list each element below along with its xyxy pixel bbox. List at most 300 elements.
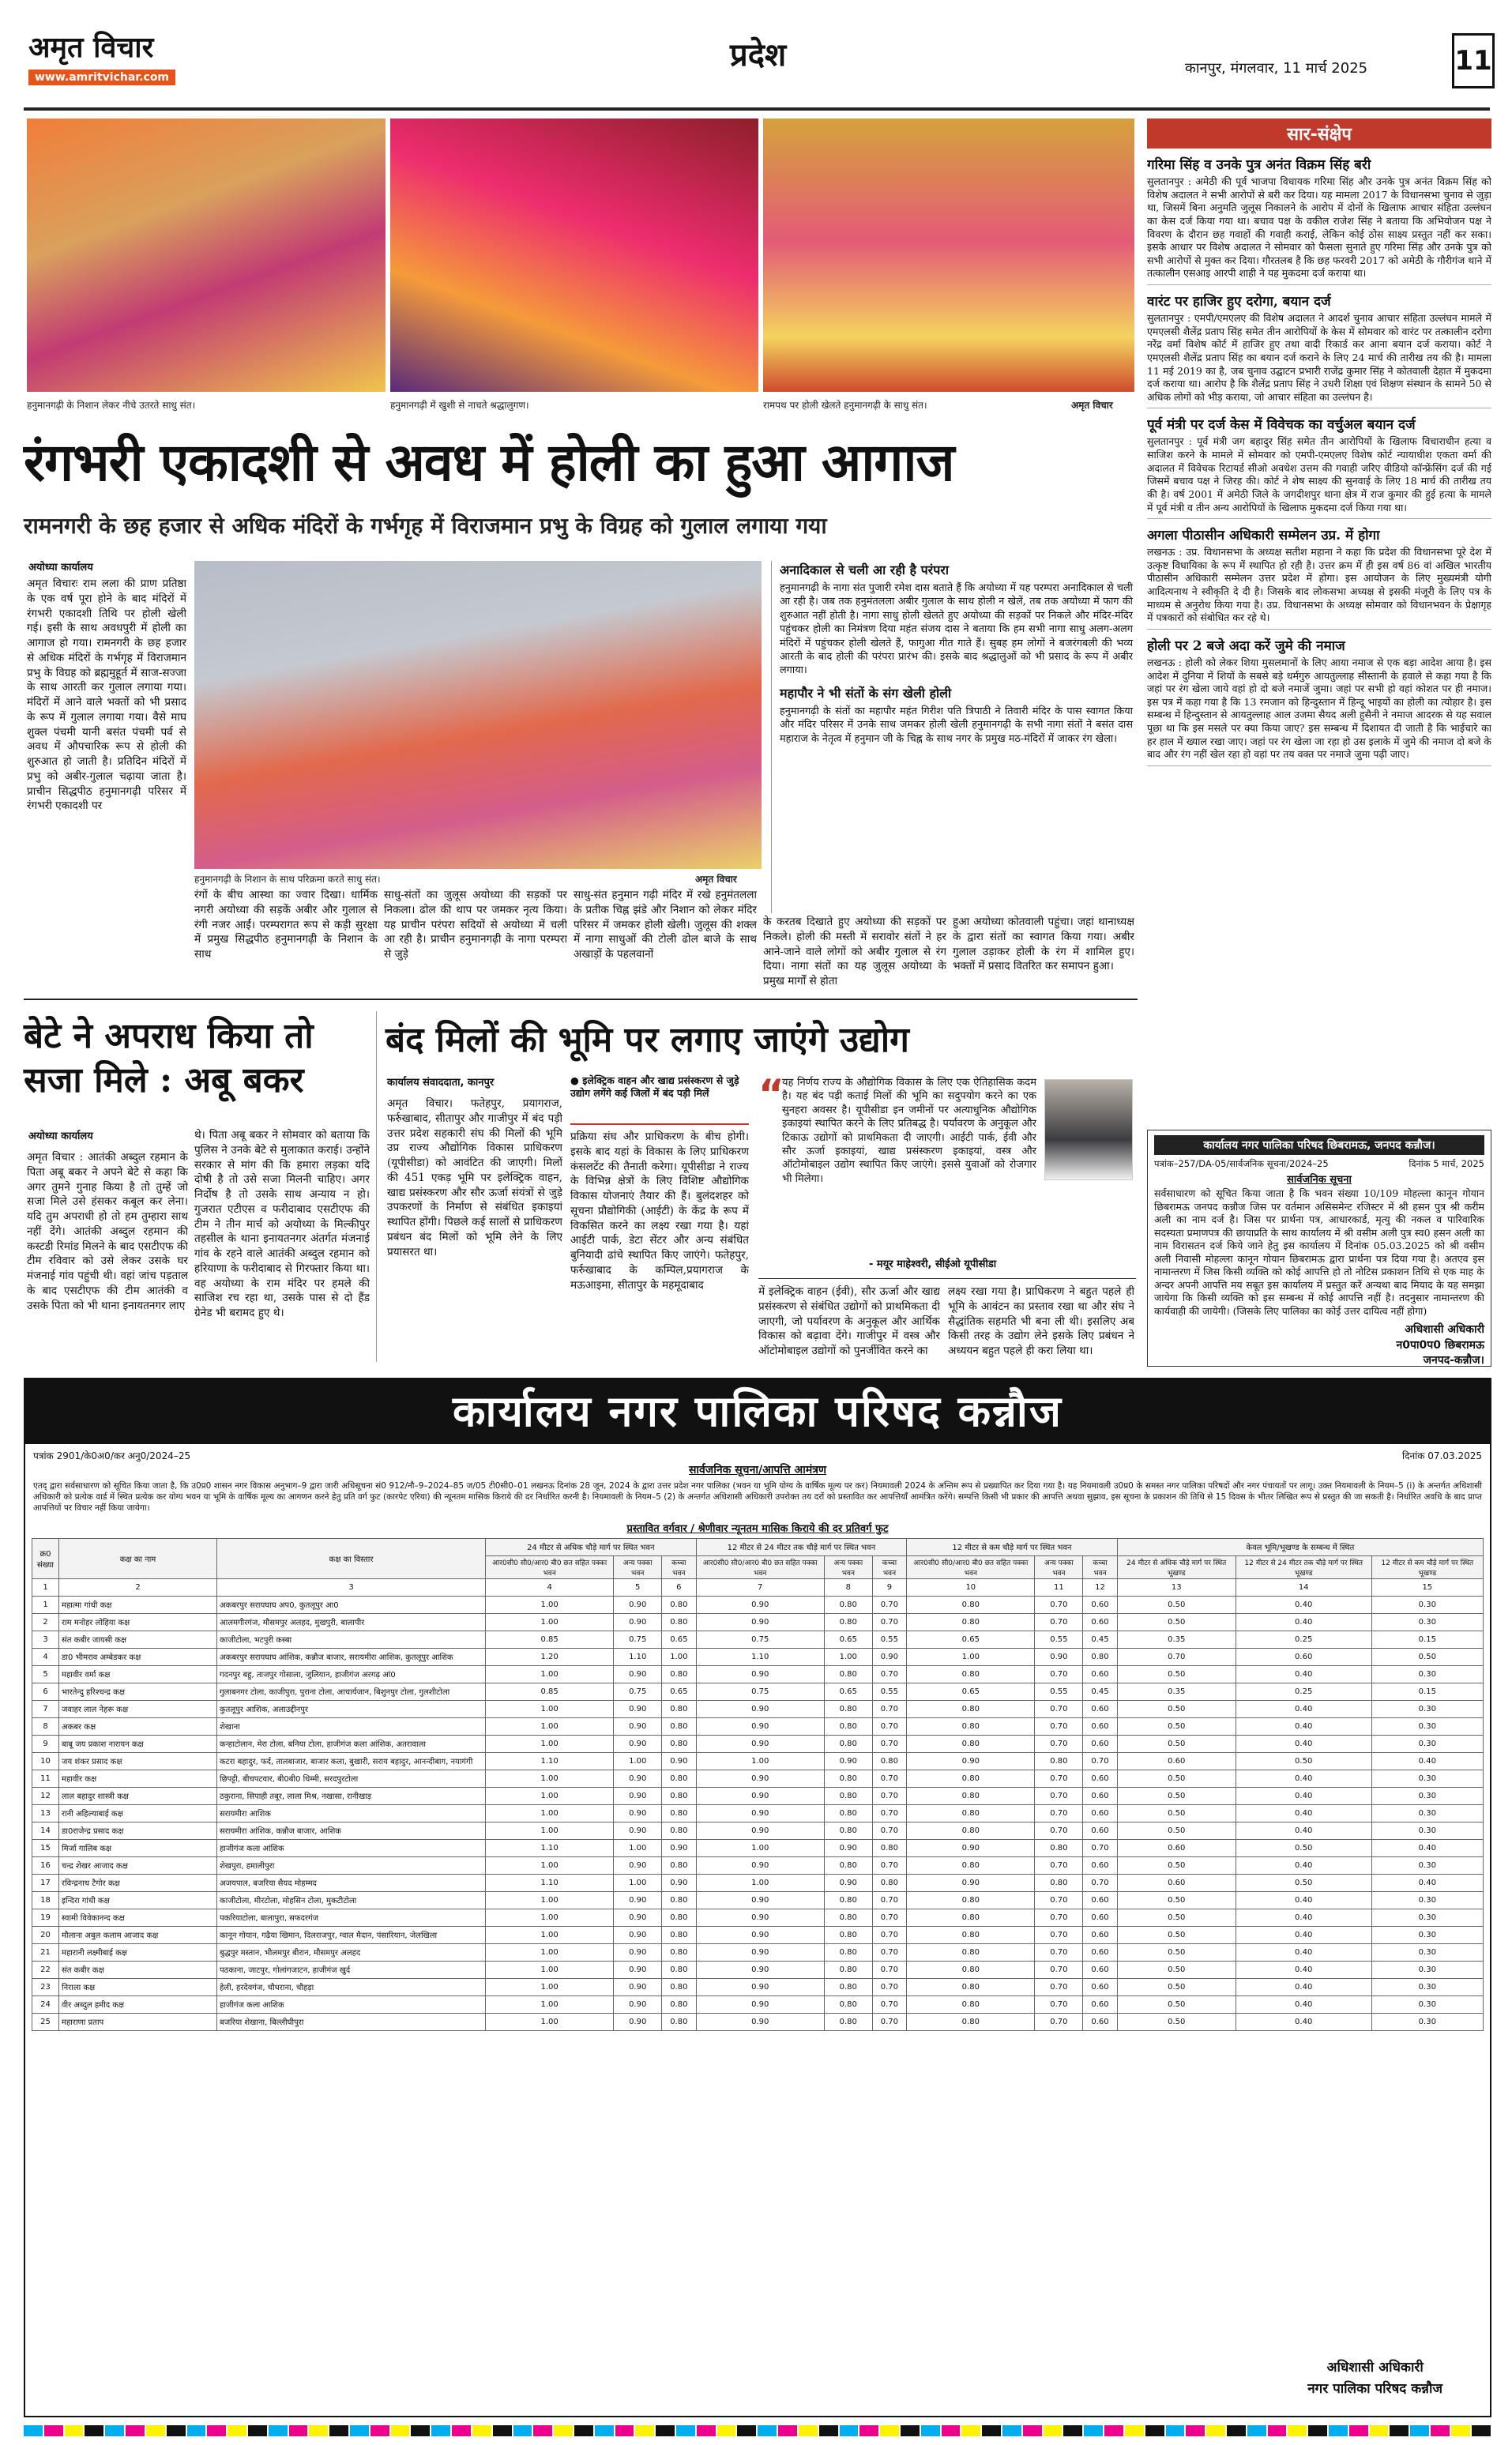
photo-caption: रामपथ पर होली खेलते हनुमानगढ़ी के साधु संत। <box>763 400 927 411</box>
table-cell: 0.90 <box>614 1770 662 1787</box>
table-cell: 0.90 <box>696 1909 824 1926</box>
color-swatch <box>799 2425 818 2436</box>
table-cell: 0.50 <box>1236 1874 1371 1891</box>
table-cell: 17 <box>32 1874 59 1891</box>
table-cell: 0.90 <box>696 1978 824 1995</box>
story-headline: बेटे ने अपराध किया तो सजा मिले : अबू बकर <box>24 1016 314 1101</box>
table-cell: 0.90 <box>614 1596 662 1613</box>
table-cell: 0.65 <box>662 1683 697 1700</box>
table-cell: 19 <box>32 1909 59 1926</box>
table-cell: अजयपाल, बजरिया सैयद मोहम्मद <box>217 1874 486 1891</box>
photo-credit: अमृत विचार <box>695 874 737 885</box>
table-cell: 0.50 <box>1371 1648 1483 1665</box>
color-swatch <box>472 2425 491 2436</box>
table-cell: 0.70 <box>1117 1648 1236 1665</box>
table-cell: गदनपुर बहु, ताजपुर गोसाला, जुलियान, हाजीगंज अरगढ़ आं0 <box>217 1665 486 1683</box>
table-cell: 0.80 <box>662 2013 697 2030</box>
table-cell: कानून गोयान, गढैया खिमान, दिलराजपुर, ग्वाल मैदान, पंसारियान, जेलखिला <box>217 1926 486 1943</box>
table-cell: 0.90 <box>614 1804 662 1822</box>
photo-sadhus-descending <box>27 118 386 392</box>
table-cell: 0.30 <box>1371 1822 1483 1839</box>
notice-sign-line: अधिशासी अधिकारी <box>1326 2359 1424 2375</box>
table-cell: 0.30 <box>1371 2013 1483 2030</box>
table-cell: 0.85 <box>486 1683 614 1700</box>
table-cell: 0.80 <box>907 1700 1035 1717</box>
table-cell: 0.80 <box>662 1787 697 1804</box>
notice-signature <box>1307 2357 1442 2400</box>
divider <box>758 1278 1136 1279</box>
table-cell: 0.70 <box>1035 1943 1083 1961</box>
table-row <box>32 1752 1484 1770</box>
story-body: लक्ष्य रखा गया है। प्राधिकरण ने बहुत पहले ही भूमि के आवंटन का प्रस्ताव रखा था और संघ ने सैद्धांतिक सहमति भी बना ली थी। इसलिए अब किसी तरह के उद्योग लेने इसके लिए प्रबंधन ने अध्ययन बहुत पहले ही करा लिया था। <box>948 1285 1134 1357</box>
table-row <box>32 1891 1484 1909</box>
color-swatch <box>1206 2425 1225 2436</box>
table-cell: 0.80 <box>824 1822 872 1839</box>
table-cell: 0.80 <box>662 1717 697 1735</box>
section-title: प्रदेश <box>730 37 787 73</box>
table-cell: हेली, हरदेवगंज, चौधराना, चौहड़ा <box>217 1978 486 1995</box>
table-cell: 1 <box>32 1596 59 1613</box>
table-cell: 0.90 <box>824 1874 872 1891</box>
color-swatch <box>656 2425 675 2436</box>
photo-devotees-dancing <box>390 118 758 392</box>
table-cell: 0.60 <box>1083 1909 1118 1926</box>
table-cell: 0.45 <box>1083 1683 1118 1700</box>
table-cell: 0.90 <box>696 1613 824 1631</box>
table-cell: 0.90 <box>614 1909 662 1926</box>
table-cell: 0.30 <box>1371 1787 1483 1804</box>
table-cell: 0.80 <box>662 1822 697 1839</box>
table-cell: 0.60 <box>1083 1891 1118 1909</box>
table-cell: 0.80 <box>872 1839 907 1856</box>
table-cell: हाजीगंज कला आशिक <box>217 1995 486 2013</box>
color-swatch <box>85 2425 103 2436</box>
col-number: 12 <box>1083 1578 1118 1596</box>
table-cell: 0.90 <box>696 1804 824 1822</box>
photo-caption: हनुमानगढ़ी के निशान लेकर नीचे उतरते साधु संत। <box>27 400 196 411</box>
notice-banner: कार्यालय नगर पालिका परिषद कन्नौज <box>25 1379 1490 1444</box>
table-cell: शेखपुरा, हमालीपुरा <box>217 1856 486 1874</box>
notice-sign-line: नगर पालिका परिषद कन्नौज <box>1307 2380 1442 2397</box>
table-cell: 16 <box>32 1856 59 1874</box>
table-cell: 0.50 <box>1117 1926 1236 1943</box>
color-swatch <box>1023 2425 1042 2436</box>
table-cell: 0.70 <box>872 1891 907 1909</box>
website: www.amritvichar.com <box>28 70 175 85</box>
brief-text: सुलतानपुर : पूर्व मंत्री जग बहादुर सिंह समेत तीन आरोपियों के खिलाफ विचाराधीन हत्या व साजिश करने के मामले में सोमवार को एमपी-एमएलए विशेष कोर्ट न्यायाधीश एकता वर्मा की अदालत में विवेचक रिटायर्ड सीओ अवधेश उत्तम की गवाही जरिए वीडियो कॉन्फ्रेंसिंग दर्ज की गई जिसमें बचाव पक्ष ने जिरह की। कोर्ट ने शेष साक्ष्य की सुनवाई के लिए 18 मार्च की तारीख तय की है। वर्ष 2001 में अमेठी जिले के जगदीशपुर थाना क्षेत्र में राज कुमार की हुई हत्या के मामले में पूर्व मंत्री व तीन अन्य आरोपियों के खिलाफ मुकदमा दर्ज किया गया था। <box>1147 435 1491 519</box>
photo-caption: हनुमानगढ़ी में खुशी से नाचते श्रद्धालुगण। <box>390 400 529 411</box>
table-cell: 22 <box>32 1961 59 1978</box>
table-cell: 0.80 <box>824 2013 872 2030</box>
table-cell: 0.70 <box>872 1665 907 1683</box>
table-cell: 0.90 <box>696 1961 824 1978</box>
table-cell: शेखाना <box>217 1717 486 1735</box>
notice-chhibramau <box>1147 1130 1491 1367</box>
table-cell: 0.65 <box>907 1683 1035 1700</box>
table-cell: 1.00 <box>696 1874 824 1891</box>
table-cell: 0.50 <box>1236 1839 1371 1856</box>
table-cell: 1.10 <box>614 1648 662 1665</box>
table-cell: 3 <box>32 1631 59 1648</box>
lead-subhead: रामनगरी के छह हजार से अधिक मंदिरों के गर्भगृह में विराजमान प्रभु के विग्रह को गुलाल लगाया गया <box>24 513 827 539</box>
table-cell: 0.40 <box>1236 1770 1371 1787</box>
table-cell: 0.60 <box>1083 1943 1118 1961</box>
notice-sign-line: न0पा0प0 छिबरामऊ <box>1396 1338 1484 1352</box>
table-cell: 0.90 <box>696 1787 824 1804</box>
table-cell: 0.90 <box>696 1856 824 1874</box>
table-cell: 0.60 <box>1083 1787 1118 1804</box>
table-cell: 0.80 <box>907 1596 1035 1613</box>
table-cell: 1.00 <box>486 1856 614 1874</box>
table-cell: 0.50 <box>1117 1822 1236 1839</box>
table-cell: 7 <box>32 1700 59 1717</box>
table-number-row <box>32 1578 1484 1596</box>
col-header: कच्चा भवन <box>662 1555 697 1578</box>
table-cell: 0.60 <box>1117 1839 1236 1856</box>
table-cell: निराला कक्ष <box>59 1978 217 1995</box>
table-row <box>32 1787 1484 1804</box>
table-cell: संत कबीर कक्ष <box>59 1961 217 1978</box>
col-number: 1 <box>32 1578 59 1596</box>
table-cell: 0.80 <box>824 1891 872 1909</box>
table-cell: 0.80 <box>824 1926 872 1943</box>
table-cell: 0.90 <box>614 1613 662 1631</box>
color-swatch <box>697 2425 716 2436</box>
col-header: कच्चा भवन <box>872 1555 907 1578</box>
table-cell: 0.60 <box>1083 1961 1118 1978</box>
table-cell: 0.80 <box>907 1856 1035 1874</box>
table-cell: 0.75 <box>696 1631 824 1648</box>
color-swatch <box>105 2425 124 2436</box>
color-swatch <box>269 2425 288 2436</box>
notice-refline <box>25 1444 1490 1462</box>
table-cell: 0.50 <box>1117 1770 1236 1787</box>
table-cell: 1.00 <box>486 1613 614 1631</box>
table-cell: 0.80 <box>662 1770 697 1787</box>
table-cell: 0.90 <box>696 1822 824 1839</box>
table-cell: 0.80 <box>907 1804 1035 1822</box>
table-cell: पठकाना, जाटपुर, गोलांगजाटन, हाजीगंज खुर्द <box>217 1961 486 1978</box>
table-cell: 0.90 <box>614 1926 662 1943</box>
table-cell: 0.80 <box>662 1804 697 1822</box>
table-cell: 0.50 <box>1117 1978 1236 1995</box>
color-swatch <box>859 2425 878 2436</box>
story-body: प्रक्रिया संघ और प्राधिकरण के बीच होगी। इसके बाद यहां के विकास के लिए प्राधिकरण कंसलटेंट की तैनाती करेगा। यूपीसीडा ने राज्य के विभिन्न क्षेत्रों के लिए विशिष्ट औद्योगिक विकास योजनाएं तैयार की हैं। बुलंदशहर को सूचना प्रौद्योगिकी (आईटी) के केंद्र के रूप में विकसित करने का लक्ष्य रखा गया है। यहां आईटी पार्क, डेटा सेंटर और अन्य संबंधित बुनियादी ढांचे स्थापित किए जाएंगे। फतेहपुर, फर्रुखाबाद के कम्पिल,प्रयागराज के मऊआइमा, सीतापुर के महमूदाबाद <box>570 1130 749 1292</box>
table-cell: 1.00 <box>486 1943 614 1961</box>
table-cell: 0.70 <box>872 1700 907 1717</box>
table-cell: 0.40 <box>1236 1700 1371 1717</box>
color-swatch <box>329 2425 348 2436</box>
color-swatch <box>1410 2425 1429 2436</box>
table-row <box>32 1665 1484 1683</box>
color-swatch <box>1308 2425 1327 2436</box>
col-header: 12 मीटर से कम चौड़े मार्ग पर स्थित भूखण्ड <box>1371 1555 1483 1578</box>
table-cell: 0.40 <box>1371 1752 1483 1770</box>
table-cell: 0.60 <box>1083 1700 1118 1717</box>
table-cell: 0.80 <box>662 1926 697 1943</box>
col-number: 9 <box>872 1578 907 1596</box>
table-cell: 1.00 <box>486 1770 614 1787</box>
table-cell: 12 <box>32 1787 59 1804</box>
color-swatch <box>146 2425 165 2436</box>
table-cell: 13 <box>32 1804 59 1822</box>
table-cell: 0.90 <box>696 1926 824 1943</box>
table-row <box>32 1683 1484 1700</box>
table-cell: 0.40 <box>1236 1926 1371 1943</box>
table-cell: 1.00 <box>486 1926 614 1943</box>
table-cell: 0.90 <box>614 1961 662 1978</box>
notice-office: कार्यालय नगर पालिका परिषद छिबरामऊ, जनपद कन्नौज। <box>1154 1135 1484 1155</box>
notice-intro: एतद् द्वारा सर्वसाधारण को सूचित किया जाता है, कि उ0प्र0 शासन नगर विकास अनुभाग–9 द्वारा जारी अधिसूचना सं0 912/नौ–9–2024–85 ज/05 टी0सी0–01 लखनऊ दिनांक 28 जून, 2024 के द्वारा उत्तर प्रदेश नगर पालिका (भवन या भूमि योग्य के वार्षिक मूल्य पर कर) नियमावली 2024 के अन्तिम रूप से प्रख्यापित कर दिया गया है। यह नियमावली उ0प्र0 के समस्त नगर पालिका परिषदों और नगर पंचायतों पर लागू। उक्त नियमावली के नियम–5 (i) के अन्तर्गत अधिशासी अधिकारी को प्रत्येक वार्ड में स्थित प्रत्येक कर योग्य भवन या भूमि के वार्षिक मूल्य का आगणन करने हेतु प्रति वर्ग फुट (कारपेट एरिया) की न्यूनतम मासिक किराये की दर निर्धारित करनी है। नियमावली के नियम–5 (2) के अन्तर्गत अधिशासी अधिकारी उपरोक्त तय दरों को प्रस्तावित कर आपत्तियाँ आमंत्रित करेंगे। सम्पत्ति किसी भी प्रकार की आपत्ति अथवा सुझाव, इस सूचना के प्रकाशन की तिथि से 15 दिवस के भीतर लिखित रूप से प्रस्तुत की जा सकती है। निर्धारित अवधि के बाद प्राप्त आपत्तियों पर विचार नहीं किया जायेगा। <box>33 1481 1482 1514</box>
brief-text: लखनऊ : होली को लेकर शिया मुसलमानों के लिए आया नमाज से एक बड़ा आदेश आया है। इस आदेश में दुनिया में शियों के सबसे बड़े धर्मगुरु आयतुल्लाह सीस्तानी के हवाले से कहा गया है कि जहां पर रंग खेला जाये वहां हो दो बजे नमाजें जुमा। जहां पर सभी हो वहां कोशत पर ही नमाज। इस पत्र में कहा गया है कि 13 रमजान को हिन्दुस्तान में हिन्दू भाइयों का होली का त्योहार है। इस सम्बन्ध में हिन्दुस्तान से आयतुल्लाह आल उजमा सैयद अली हुसैनी ने नमाज आदरक से यह सवाल पूछा था कि इस मसले पर क्या किया जाए? इस सम्बन्ध में दिशायत दी जाती है कि भाईचारे का हर हाल में ख्याल रखा जाए। जहां पर रंग खेला जा रहा हो उस इलाके में जुमे की नमाज दो बजे के बाद और रंग नहीं खेल रहा हो वहां पर तय वक्त पर नमाजे जुमा पढ़ी जाए। <box>1147 656 1491 766</box>
table-cell: 1.00 <box>486 1596 614 1613</box>
group-header: 24 मीटर से अधिक चौड़े मार्ग पर स्थित भवन <box>486 1538 697 1555</box>
table-cell: 0.80 <box>907 1909 1035 1926</box>
table-cell: कुतलूपुर आशिक, अलाउद्दीनपुर <box>217 1700 486 1717</box>
color-swatch <box>737 2425 756 2436</box>
divider <box>24 999 1138 1000</box>
color-swatch <box>615 2425 634 2436</box>
brief-title: सार-संक्षेप <box>1147 118 1491 149</box>
table-cell: 0.65 <box>824 1683 872 1700</box>
table-cell: 0.80 <box>1035 1752 1083 1770</box>
table-cell: 0.80 <box>662 1943 697 1961</box>
table-cell: 0.35 <box>1117 1631 1236 1648</box>
table-cell: 0.80 <box>662 1995 697 2013</box>
table-row <box>32 1874 1484 1891</box>
table-cell: 0.60 <box>1083 1613 1118 1631</box>
table-cell: 1.00 <box>486 1822 614 1839</box>
notice-signature <box>1154 1322 1484 1367</box>
table-cell: 0.65 <box>824 1631 872 1648</box>
table-cell: 0.90 <box>907 1752 1035 1770</box>
table-cell: 0.90 <box>696 1770 824 1787</box>
table-row <box>32 1596 1484 1613</box>
table-cell: 1.00 <box>486 1735 614 1752</box>
color-swatch <box>1247 2425 1266 2436</box>
table-cell: 0.80 <box>662 1978 697 1995</box>
table-cell: 1.00 <box>486 1700 614 1717</box>
table-cell: महाराणा प्रताप <box>59 2013 217 2030</box>
color-swatch <box>635 2425 654 2436</box>
table-cell: 0.70 <box>1035 1613 1083 1631</box>
table-cell: 1.00 <box>486 1978 614 1995</box>
table-cell: 0.40 <box>1236 1665 1371 1683</box>
notice-body: सर्वसाधारण को सूचित किया जाता है कि भवन संख्या 10/109 मोहल्ला कानून गोयान छिबरामऊ जनपद कन्नौज जिस पर वर्तमान असिसमेन्ट रजिस्टर में श्री हसन पुत्र श्री करीम अली का नाम दर्ज है। जिस पर प्रार्थना पत्र, आधारकार्ड, मृत्यु की नकल व पारिवारिक सदस्यता प्रमाणपत्र की छायाप्रति के साथ कार्यालय में श्री वसीम अली पुत्र स्व0 हसन अली का नाम विरासतन दर्ज किये जाने हेतु इस कार्यालय में दिनांक 05.03.2025 को श्री वसीम अली निवासी मोहल्ला कानून गोयान छिबरामऊ द्वारा प्रार्थना पत्र दिया गया है। अतएव इस नामान्तरण में जिस किसी व्यक्ति को कोई आपत्ति हो तो नोटिस प्रकाशन तिथि से एक माह के अन्दर अपनी आपत्ति मय सबूत इस कार्यालय में प्रस्तुत करें अन्यथा बाद मियाद के यह समझा जायेगा कि किसी व्यक्ति को इस सम्बन्ध में कोई आपत्ति नहीं है। तदनुसार नामान्तरण की कार्यवाही की जायेगी। (जिसके लिए पालिका का कोई उत्तर दायित्व नहीं होगा) <box>1154 1187 1484 1317</box>
notice-sign-line: जनपद-कन्नौज। <box>1423 1354 1484 1367</box>
table-cell: 0.40 <box>1236 1856 1371 1874</box>
table-cell: बजरिया शेखाना, बिल्लीघीपुरा <box>217 2013 486 2030</box>
table-cell: 0.90 <box>907 1874 1035 1891</box>
table-cell: 0.80 <box>907 1961 1035 1978</box>
color-swatch <box>1349 2425 1368 2436</box>
table-cell: 0.50 <box>1117 2013 1236 2030</box>
table-cell: 0.60 <box>1083 1926 1118 1943</box>
table-cell: 0.70 <box>872 1787 907 1804</box>
table-cell: 23 <box>32 1978 59 1995</box>
table-cell: 0.80 <box>662 1665 697 1683</box>
color-swatch <box>452 2425 471 2436</box>
table-cell: 0.60 <box>1083 2013 1118 2030</box>
table-cell: 11 <box>32 1770 59 1787</box>
table-cell: 1.00 <box>486 1717 614 1735</box>
table-cell: 0.90 <box>662 1752 697 1770</box>
table-row <box>32 1613 1484 1631</box>
table-cell: 0.80 <box>907 1770 1035 1787</box>
page-number: 11 <box>1452 33 1495 88</box>
table-cell: 0.30 <box>1371 1735 1483 1752</box>
color-swatch <box>431 2425 450 2436</box>
side-box <box>771 561 1133 913</box>
table-cell: 0.50 <box>1117 1717 1236 1735</box>
table-cell: 0.40 <box>1236 1995 1371 2013</box>
table-cell: 0.30 <box>1371 1943 1483 1961</box>
table-cell: 0.90 <box>907 1839 1035 1856</box>
table-cell: 1.00 <box>486 2013 614 2030</box>
table-cell: जवाहर लाल नेहरू कक्ष <box>59 1700 217 1717</box>
table-cell: 0.80 <box>824 1787 872 1804</box>
divider <box>376 1011 377 1362</box>
table-cell: 0.50 <box>1117 1735 1236 1752</box>
table-cell: 0.30 <box>1371 1770 1483 1787</box>
table-row <box>32 1856 1484 1874</box>
table-cell: 0.80 <box>907 1787 1035 1804</box>
table-cell: 0.90 <box>614 1891 662 1909</box>
color-swatch <box>1084 2425 1103 2436</box>
table-cell: 0.55 <box>1035 1683 1083 1700</box>
table-cell: 0.80 <box>662 1891 697 1909</box>
table-cell: 0.90 <box>696 1891 824 1909</box>
table-cell: 0.70 <box>872 1804 907 1822</box>
col-number: 11 <box>1035 1578 1083 1596</box>
table-cell: 0.90 <box>696 1665 824 1683</box>
color-swatch <box>778 2425 797 2436</box>
table-cell: 0.70 <box>1035 1856 1083 1874</box>
table-row <box>32 1822 1484 1839</box>
col-number: 14 <box>1236 1578 1371 1596</box>
table-cell: 1.00 <box>486 1995 614 2013</box>
color-swatch <box>309 2425 328 2436</box>
table-cell: 20 <box>32 1926 59 1943</box>
table-cell: 0.30 <box>1371 1891 1483 1909</box>
table-cell: आलमगीरगंज, मौसमपुर अलहद, मुखपुरी, बालापीर <box>217 1613 486 1631</box>
color-swatch <box>982 2425 1001 2436</box>
notice-kannauj <box>24 1378 1491 2417</box>
color-swatch <box>207 2425 226 2436</box>
table-cell: 0.90 <box>696 1596 824 1613</box>
table-cell: 0.80 <box>824 1804 872 1822</box>
table-cell: 0.70 <box>1035 1735 1083 1752</box>
table-cell: 1.10 <box>486 1839 614 1856</box>
table-cell: 0.75 <box>614 1631 662 1648</box>
color-swatch <box>1451 2425 1470 2436</box>
table-cell: 0.40 <box>1236 1735 1371 1752</box>
table-cell: 0.80 <box>662 1700 697 1717</box>
lead-body-col: साधु-संत हनुमान गढ़ी मंदिर में रखे हनुमंतलला के प्रतीक चिह्न झंडे और निशान को लेकर मंदिर परिसर में जमकर होली खेली। जुलूस की शक्ल में नागा साधुओं की टोली ढोल बाजे के साथ अखाड़ों के पहलवानों <box>574 889 757 961</box>
table-cell: सरायमीरा आशिक <box>217 1804 486 1822</box>
table-row <box>32 1978 1484 1995</box>
table-cell: स्वामी विवेकानन्द कक्ष <box>59 1909 217 1926</box>
brief-heading: वारंट पर हाजिर हुए दरोगा, बयान दर्ज <box>1147 294 1331 310</box>
notice-ref: पत्रांक–257/DA-05/सार्वजनिक सूचना/2024–25 <box>1154 1158 1329 1169</box>
table-row <box>32 1735 1484 1752</box>
table-cell: अकबरपुर सरायघाघ अप0, कुतलूपुर आ0 <box>217 1596 486 1613</box>
table-cell: बाबू जय प्रकाश नारायन कक्ष <box>59 1735 217 1752</box>
color-swatch <box>961 2425 980 2436</box>
table-cell: काजीटोला, भटपुरी कस्बा <box>217 1631 486 1648</box>
table-cell: 0.80 <box>824 1995 872 2013</box>
quote-attribution: - मयूर माहेश्वरी, सीईओ यूपीसीडा <box>869 1258 997 1270</box>
table-cell: 0.70 <box>872 1943 907 1961</box>
table-cell: 0.50 <box>1117 1804 1236 1822</box>
table-cell: 0.70 <box>872 1717 907 1735</box>
table-cell: 1.10 <box>486 1752 614 1770</box>
table-cell: लाल बहादुर शास्त्री कक्ष <box>59 1787 217 1804</box>
table-row <box>32 1700 1484 1717</box>
table-cell: 0.65 <box>662 1631 697 1648</box>
table-cell: 0.70 <box>1083 1839 1118 1856</box>
lead-byline: अयोध्या कार्यालय <box>28 562 93 574</box>
print-color-bar <box>24 2425 1491 2436</box>
color-swatch <box>1390 2425 1409 2436</box>
table-cell: 1.00 <box>907 1648 1035 1665</box>
table-cell: 0.50 <box>1117 1943 1236 1961</box>
color-swatch <box>921 2425 940 2436</box>
quote-mark-icon: “ <box>758 1071 784 1117</box>
table-cell: महात्मा गांधी कक्ष <box>59 1596 217 1613</box>
table-cell: 0.90 <box>614 1856 662 1874</box>
table-cell: 0.50 <box>1117 1909 1236 1926</box>
table-cell: 21 <box>32 1943 59 1961</box>
table-cell: 0.50 <box>1117 1700 1236 1717</box>
table-cell: रानी अहिल्याबाई कक्ष <box>59 1804 217 1822</box>
table-row <box>32 1943 1484 1961</box>
table-cell: 0.30 <box>1371 1978 1483 1995</box>
table-body <box>32 1596 1484 2030</box>
brief-column <box>1147 118 1491 1123</box>
table-cell: 25 <box>32 2013 59 2030</box>
table-cell: 0.40 <box>1236 1909 1371 1926</box>
table-cell: 0.80 <box>824 1961 872 1978</box>
table-cell: ठकुराना, सिपाही तबूर, लाला मिश्र, नखासा, रानीखाड़ <box>217 1787 486 1804</box>
lead-body-col: हुआ अयोध्या कोतवाली पहुंचा। जहां थानाध्यक्ष के द्वारा संतों का स्वागत किया गया। अबीर गुलाल उड़ाकर होली के रंग में शामिल हुए। भक्तों में प्रसाद वितरित कर समापन हुआ। <box>953 916 1134 973</box>
table-cell: 0.80 <box>824 1909 872 1926</box>
table-cell: 0.60 <box>1083 1995 1118 2013</box>
color-swatch <box>289 2425 308 2436</box>
table-cell: 0.50 <box>1236 1752 1371 1770</box>
table-cell: 1.10 <box>696 1648 824 1665</box>
table-cell: 0.40 <box>1236 1822 1371 1839</box>
color-swatch <box>819 2425 838 2436</box>
color-swatch <box>167 2425 186 2436</box>
table-cell: वीर अब्दुल हमीद कक्ष <box>59 1995 217 2013</box>
table-cell: 0.90 <box>696 1943 824 1961</box>
table-cell: 0.15 <box>1371 1631 1483 1648</box>
color-swatch <box>65 2425 84 2436</box>
table-cell: 0.90 <box>662 1874 697 1891</box>
side-box-text: हनुमानगढ़ी के संतों का महापौर महंत गिरीश पति त्रिपाठी ने तिवारी मंदिर के पास स्वागत किया और मंदिर परिसर में उनके साथ जमकर होली खेली हनुमानगढ़ी के सभी नागा संतों ने बसंत दास महाराज के नेतृत्व में हनुमान जी के चिह्न के साथ नगर के प्रमुख मठ-मंदिरों में जाकर रंग खेला। <box>780 705 1133 745</box>
table-cell: 5 <box>32 1665 59 1683</box>
table-cell: 0.80 <box>824 1943 872 1961</box>
color-swatch <box>942 2425 961 2436</box>
table-cell: 0.40 <box>1236 1596 1371 1613</box>
table-cell: 10 <box>32 1752 59 1770</box>
col-header: आर0सी0 सी0/आर0 बी0 छत सहित पक्का भवन <box>486 1555 614 1578</box>
table-cell: बुद्धपुर मस्तान, भीलमपुर बीरान, मौसमपुर अलहद <box>217 1943 486 1961</box>
lead-headline: रंगभरी एकादशी से अवध में होली का हुआ आगाज <box>24 431 954 493</box>
table-cell: 0.40 <box>1236 1961 1371 1978</box>
table-cell: 0.55 <box>872 1683 907 1700</box>
